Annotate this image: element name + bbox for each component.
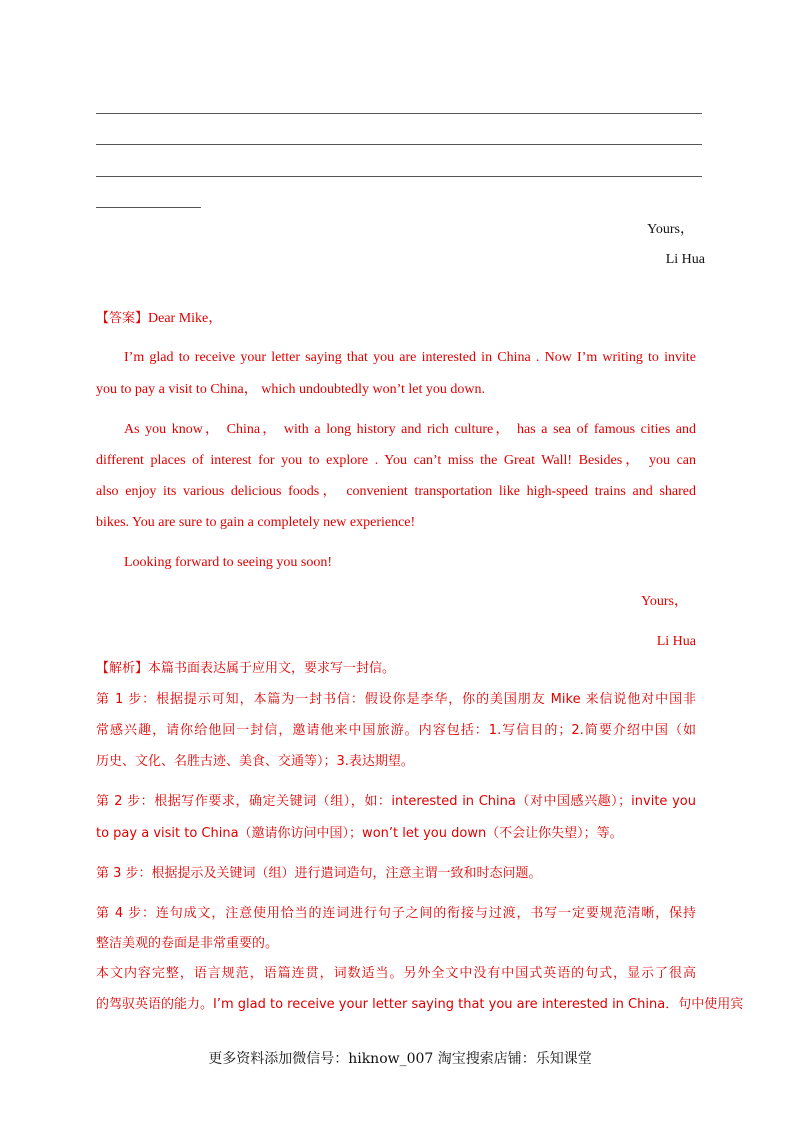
- analysis-comment-line-1: 本文内容完整，语言规范，语篇连贯，词数适当。另外全文中没有中国式英语的句式，显示了很高: [96, 966, 696, 981]
- answer-p3: Looking forward to seeing you soon!: [124, 555, 333, 570]
- answer-p2-line-1: As you know， China， with a long history and rich culture， has a sea of famous cities and: [124, 422, 696, 437]
- answer-p1-line-2: you to pay a visit to China， which undoubtedly won’t let you down.: [96, 382, 485, 397]
- analysis-label: 【解析】: [96, 661, 149, 676]
- template-signature: Li Hua: [665, 252, 705, 267]
- analysis-step1-line-3: 历史、文化、名胜古迹、美食、交通等）；3.表达期望。: [96, 754, 414, 769]
- template-closing: Yours，: [647, 222, 694, 237]
- answer-p2-line-3: also enjoy its various delicious foods， convenient transportation like high-speed trains and shared: [96, 484, 696, 499]
- answer-p1-line-1: I’m glad to receive your letter saying that you are interested in China . Now I’m writing to invite: [124, 350, 696, 365]
- analysis-step4-line-1: 第 4 步：连句成文，注意使用恰当的连词进行句子之间的衔接与过渡，书写一定要规范清晰，保持: [96, 906, 696, 921]
- analysis-heading: [96, 661, 696, 677]
- analysis-intro: 本篇书面表达属于应用文，要求写一封信。: [148, 661, 396, 676]
- writing-line-1: [96, 113, 702, 114]
- writing-line-2: [96, 144, 702, 145]
- analysis-comment-line-2: 的驾驭英语的能力。I’m glad to receive your letter saying that you are interested in China．句中使用宾: [96, 997, 744, 1012]
- answer-p2-line-4: bikes. You are sure to gain a completely new experience!: [96, 515, 416, 530]
- answer-closing: Yours，: [641, 594, 688, 609]
- answer-heading: [96, 311, 696, 327]
- answer-signature: Li Hua: [656, 634, 696, 649]
- writing-line-3: [96, 176, 702, 177]
- answer-label: 【答案】: [96, 311, 149, 326]
- analysis-step3: 第 3 步：根据提示及关键词（组）进行遣词造句，注意主谓一致和时态问题。: [96, 866, 542, 881]
- writing-line-4: [96, 207, 201, 208]
- analysis-step1-line-2: 常感兴趣，请你给他回一封信，邀请他来中国旅游。内容包括：1.写信目的；2.简要介绍中国（如: [96, 723, 696, 738]
- analysis-step1-line-1: 第 1 步：根据提示可知，本篇为一封书信：假设你是李华，你的美国朋友 Mike 来信说他对中国非: [96, 692, 696, 707]
- analysis-step4-line-2: 整洁美观的卷面是非常重要的。: [96, 936, 279, 951]
- analysis-step2-line-1: 第 2 步：根据写作要求，确定关键词（组），如：interested in China（对中国感兴趣）；invite you: [96, 794, 696, 809]
- answer-salutation: Dear Mike，: [148, 311, 223, 326]
- answer-p2-line-2: different places of interest for you to explore . You can’t miss the Great Wall! Besides， you can: [96, 453, 696, 468]
- analysis-step2-line-2: to pay a visit to China（邀请你访问中国）；won’t let you down（不会让你失望）；等。: [96, 826, 623, 841]
- page-footer: 更多资料添加微信号：hiknow_007 淘宝搜索店铺：乐知课堂: [208, 1051, 592, 1067]
